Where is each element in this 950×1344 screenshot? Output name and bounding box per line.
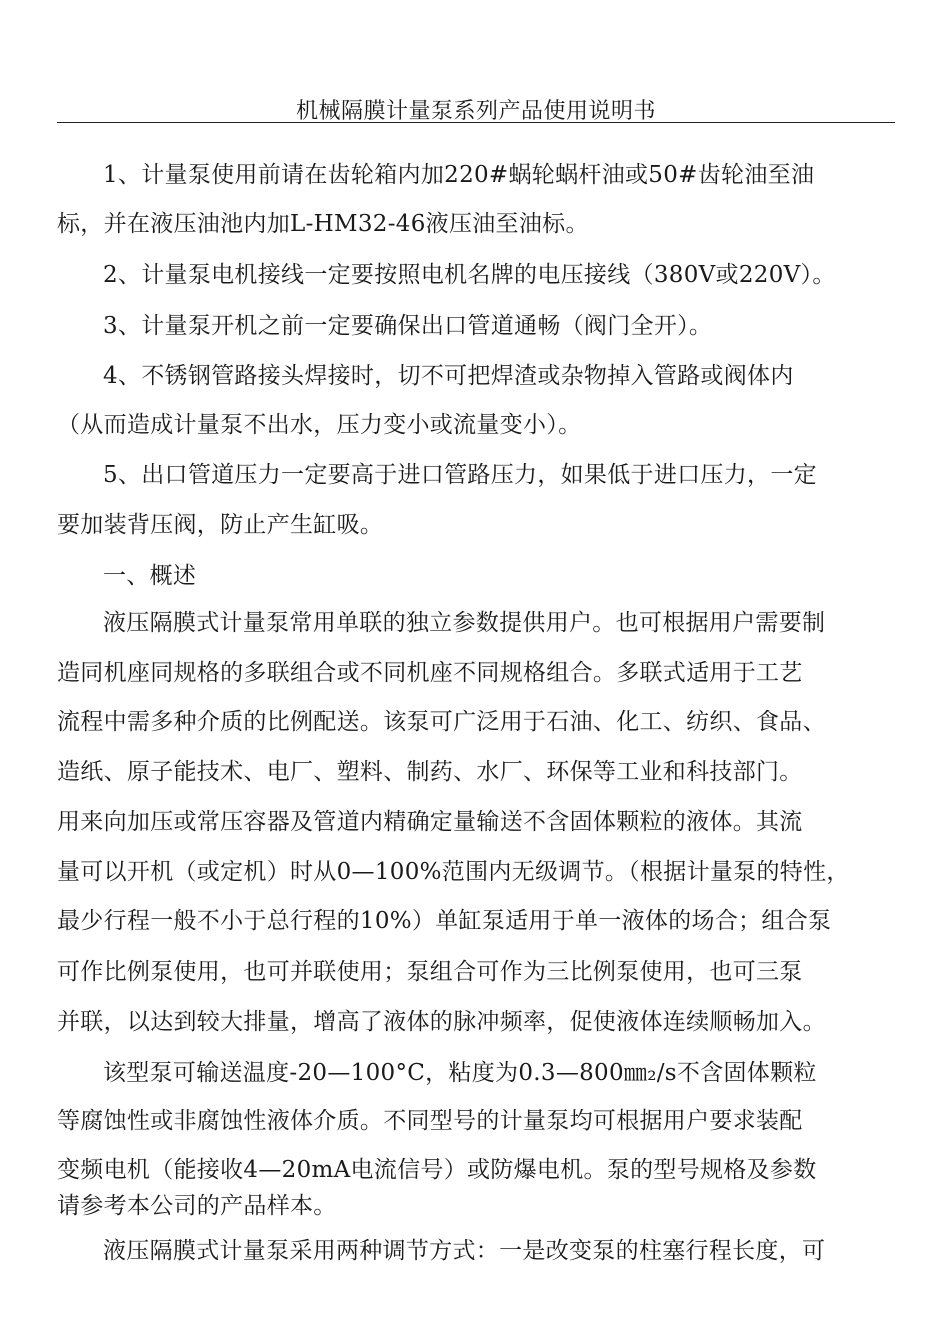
paragraph-line: 3、计量泵开机之前一定要确保出口管道通畅（阀门全开）。 [103,313,713,339]
paragraph-line: （从而造成计量泵不出水，压力变小或流量变小）。 [57,412,582,438]
page-header [57,92,895,123]
paragraph-line: 可作比例泵使用，也可并联使用；泵组合可作为三比例泵使用，也可三泵 [57,959,803,985]
paragraph-line: 请参考本公司的产品样本。 [57,1193,337,1219]
paragraph-line: 要加装背压阀，防止产生缸吸。 [57,512,384,538]
paragraph-line: 标，并在液压油池内加L-HM32-46液压油至油标。 [57,211,589,237]
paragraph-line: 2、计量泵电机接线一定要按照电机名牌的电压接线（380V或220V）。 [103,262,836,288]
paragraph-line: 用来向加压或常压容器及管道内精确定量输送不含固体颗粒的液体。其流 [57,809,803,835]
paragraph-line: 5、出口管道压力一定要高于进口管路压力，如果低于进口压力，一定 [103,462,817,488]
paragraph-line: 1、计量泵使用前请在齿轮箱内加220#蜗轮蜗杆油或50#齿轮油至油 [103,162,815,188]
section-heading: 一、概述 [103,563,197,589]
paragraph-line: 4、不锈钢管路接头焊接时，切不可把焊渣或杂物掉入管路或阀体内 [103,363,794,389]
paragraph-line: 最少行程一般不小于总行程的10%）单缸泵适用于单一液体的场合；组合泵 [57,908,832,934]
paragraph-line: 造纸、原子能技术、电厂、塑料、制药、水厂、环保等工业和科技部门。 [57,759,803,785]
paragraph-line: 并联，以达到较大排量，增高了液体的脉冲频率，促使液体连续顺畅加入。 [57,1009,826,1035]
paragraph-line: 等腐蚀性或非腐蚀性液体介质。不同型号的计量泵均可根据用户要求装配 [57,1108,803,1134]
paragraph-line: 液压隔膜式计量泵采用两种调节方式：一是改变泵的柱塞行程长度，可 [103,1238,826,1264]
paragraph-line: 造同机座同规格的多联组合或不同机座不同规格组合。多联式适用于工艺 [57,660,803,686]
paragraph-line: 流程中需多种介质的比例配送。该泵可广泛用于石油、化工、纺织、食品、 [57,709,826,735]
paragraph-line: 变频电机（能接收4—20mA电流信号）或防爆电机。泵的型号规格及参数 [57,1157,817,1183]
paragraph-line: 量可以开机（或定机）时从0—100%范围内无级调节。（根据计量泵的特性， [57,859,850,885]
paragraph-line: 液压隔膜式计量泵常用单联的独立参数提供用户。也可根据用户需要制 [103,610,826,636]
document-title: 机械隔膜计量泵系列产品使用说明书 [295,99,656,124]
paragraph-line: 该型泵可输送温度-20—100°C，粘度为0.3—800㎜₂/s不含固体颗粒 [103,1060,817,1086]
